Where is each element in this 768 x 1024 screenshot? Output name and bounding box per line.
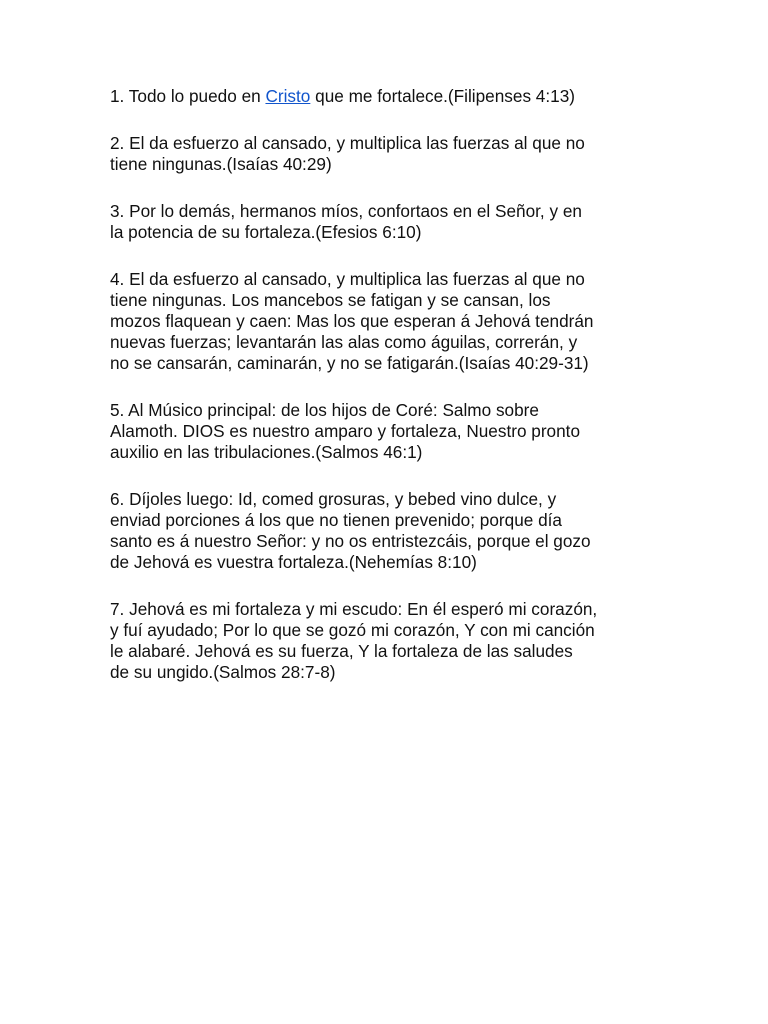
verse-7 bbox=[110, 599, 670, 683]
verse-line: 7. Jehová es mi fortaleza y mi escudo: En él esperó mi corazón, bbox=[110, 599, 598, 619]
verse-line: 4. El da esfuerzo al cansado, y multiplica las fuerzas al que no bbox=[110, 269, 585, 289]
verse-line: 3. Por lo demás, hermanos míos, confortaos en el Señor, y en bbox=[110, 201, 582, 221]
verse-line: 2. El da esfuerzo al cansado, y multiplica las fuerzas al que no bbox=[110, 133, 585, 153]
verse-5 bbox=[110, 400, 670, 463]
verse-line: mozos flaquean y caen: Mas los que esperan á Jehová tendrán bbox=[110, 311, 594, 331]
verse-line: santo es á nuestro Señor: y no os entristezcáis, porque el gozo bbox=[110, 531, 591, 551]
verse-1 bbox=[110, 86, 670, 107]
document-page bbox=[110, 86, 670, 709]
verse-2 bbox=[110, 133, 670, 175]
verse-line: de su ungido.(Salmos 28:7-8) bbox=[110, 662, 336, 682]
verse-1-text-after: que me fortalece.(Filipenses 4:13) bbox=[310, 86, 575, 106]
verse-line: de Jehová es vuestra fortaleza.(Nehemías 8:10) bbox=[110, 552, 477, 572]
verse-line: tiene ningunas. Los mancebos se fatigan y se cansan, los bbox=[110, 290, 551, 310]
verse-line: Alamoth. DIOS es nuestro amparo y fortaleza, Nuestro pronto bbox=[110, 421, 581, 441]
verse-line: 6. Díjoles luego: Id, comed grosuras, y bebed vino dulce, y bbox=[110, 489, 557, 509]
verse-1-text-before: 1. Todo lo puedo en bbox=[110, 86, 266, 106]
verse-line: y fuí ayudado; Por lo que se gozó mi corazón, Y con mi canción bbox=[110, 620, 595, 640]
verse-line: no se cansarán, caminarán, y no se fatigarán.(Isaías 40:29-31) bbox=[110, 353, 589, 373]
verse-line: enviad porciones á los que no tienen prevenido; porque día bbox=[110, 510, 562, 530]
verse-line: 5. Al Músico principal: de los hijos de Coré: Salmo sobre bbox=[110, 400, 539, 420]
verse-3 bbox=[110, 201, 670, 243]
verse-line: tiene ningunas.(Isaías 40:29) bbox=[110, 154, 332, 174]
verse-line: le alabaré. Jehová es su fuerza, Y la fortaleza de las saludes bbox=[110, 641, 573, 661]
cristo-link[interactable]: Cristo bbox=[265, 86, 311, 106]
verse-4 bbox=[110, 269, 670, 374]
verse-6 bbox=[110, 489, 670, 573]
verse-line: auxilio en las tribulaciones.(Salmos 46:1) bbox=[110, 442, 423, 462]
verse-line: la potencia de su fortaleza.(Efesios 6:10) bbox=[110, 222, 422, 242]
verse-line: nuevas fuerzas; levantarán las alas como águilas, correrán, y bbox=[110, 332, 578, 352]
